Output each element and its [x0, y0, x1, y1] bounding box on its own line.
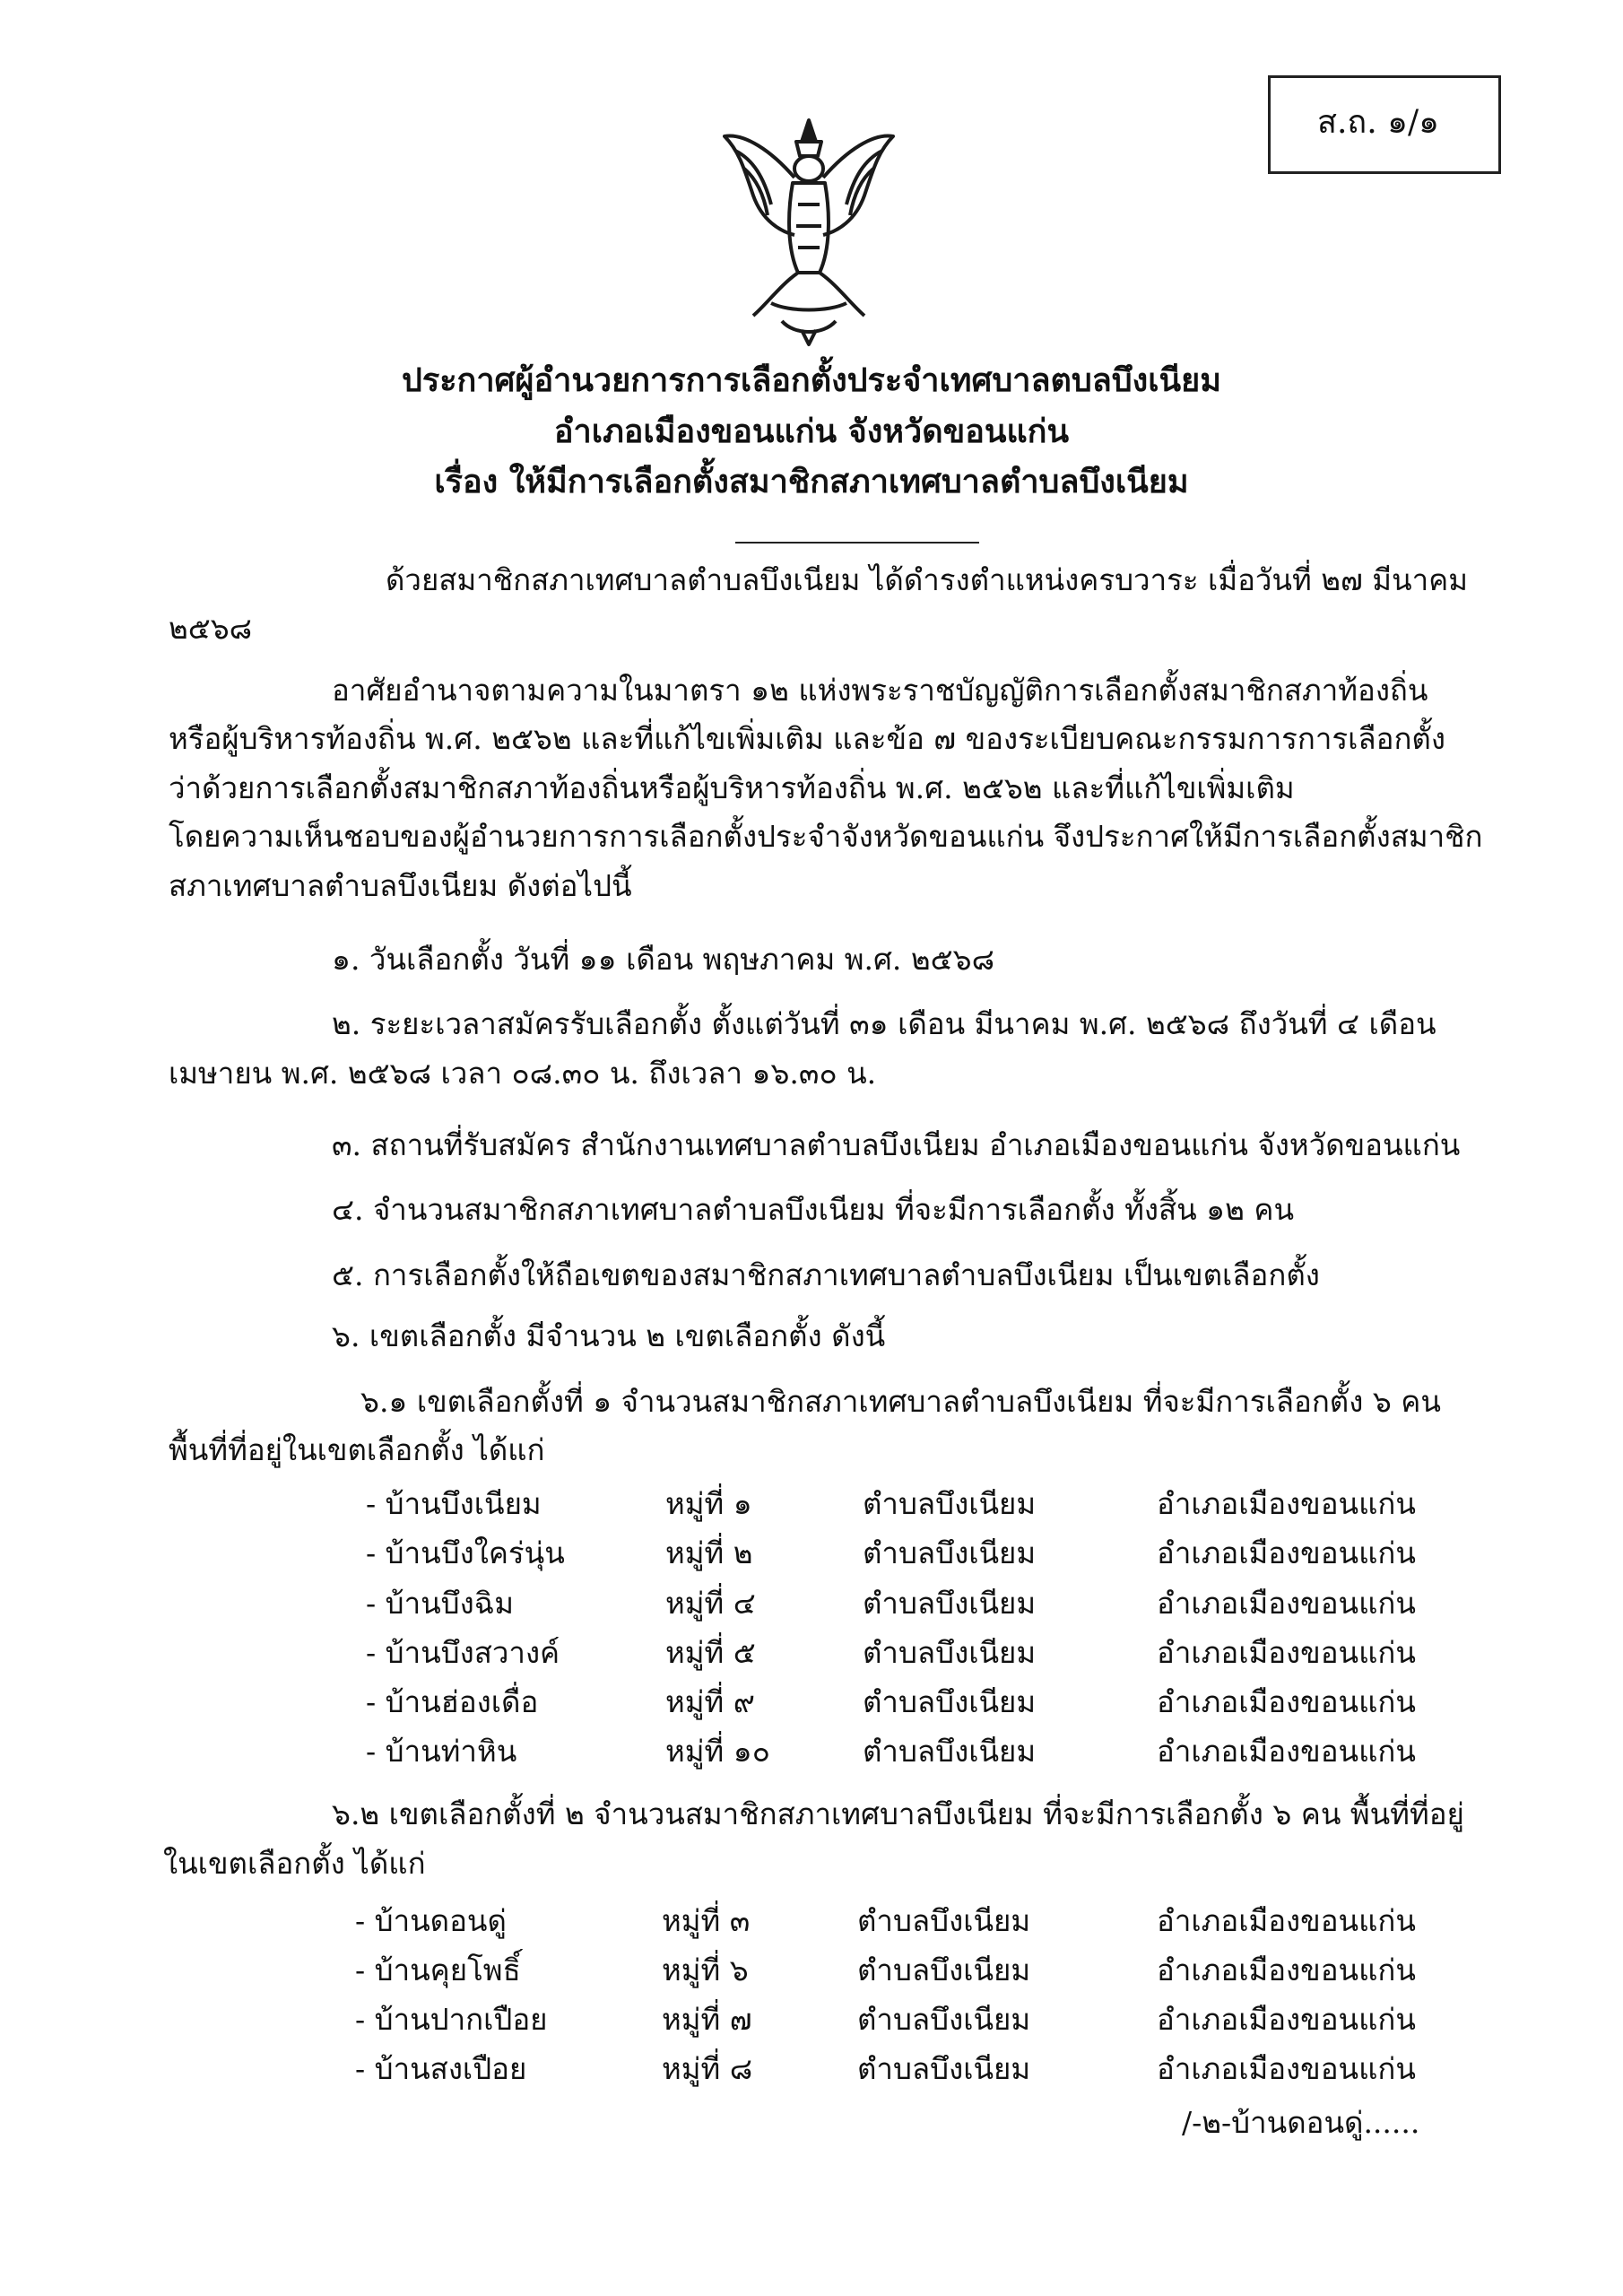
village-amphoe: อำเภอเมืองขอนแก่น [1157, 1586, 1416, 1621]
header-line-2: อำเภอเมืองขอนแก่น จังหวัดขอนแก่น [553, 413, 1070, 450]
village-name: - บ้านดอนดู่ [355, 1903, 507, 1938]
paragraph-2-line-2: หรือผู้บริหารท้องถิ่น พ.ศ. ๒๕๖๒ และที่แก้ไขเพิ่มเติม และข้อ ๗ ของระเบียบคณะกรรมการการเลือกตั้ง [169, 721, 1445, 756]
village-amphoe: อำเภอเมืองขอนแก่น [1157, 1952, 1416, 1987]
village-name: - บ้านบึงเนียม [366, 1486, 542, 1521]
header-line-3: เรื่อง ให้มีการเลือกตั้งสมาชิกสภาเทศบาลตำบลบึงเนียม [434, 463, 1189, 500]
village-tambon: ตำบลบึงเนียม [863, 1586, 1037, 1621]
village-amphoe: อำเภอเมืองขอนแก่น [1157, 1903, 1416, 1938]
village-moo: หมู่ที่ ๒ [665, 1535, 753, 1570]
village-tambon: ตำบลบึงเนียม [863, 1486, 1037, 1521]
paragraph-2-line-4: โดยความเห็นชอบของผู้อำนวยการการเลือกตั้งประจำจังหวัดขอนแก่น จึงประกาศให้มีการเลือกตั้งสมาชิก [169, 819, 1483, 854]
header-divider [735, 542, 979, 544]
item-2-line-1: ๒. ระยะเวลาสมัครรับเลือกตั้ง ตั้งแต่วันที่ ๓๑ เดือน มีนาคม พ.ศ. ๒๕๖๘ ถึงวันที่ ๔ เดือน [332, 1006, 1436, 1041]
item-4: ๔. จำนวนสมาชิกสภาเทศบาลตำบลบึงเนียม ที่จะมีการเลือกตั้ง ทั้งสิ้น ๑๒ คน [332, 1192, 1294, 1227]
village-moo: หมู่ที่ ๘ [662, 2051, 753, 2086]
paragraph-2-line-5: สภาเทศบาลตำบลบึงเนียม ดังต่อไปนี้ [169, 868, 632, 903]
village-name: - บ้านบึงฉิม [366, 1586, 514, 1621]
paragraph-2-line-1: อาศัยอำนาจตามความในมาตรา ๑๒ แห่งพระราชบัญญัติการเลือกตั้งสมาชิกสภาท้องถิ่น [332, 673, 1428, 708]
district-1-intro-line-1: ๖.๑ เขตเลือกตั้งที่ ๑ จำนวนสมาชิกสภาเทศบาลตำบลบึงเนียม ที่จะมีการเลือกตั้ง ๖ คน [360, 1384, 1441, 1419]
village-name: - บ้านปากเปือย [355, 2002, 548, 2037]
village-amphoe: อำเภอเมืองขอนแก่น [1157, 1684, 1416, 1719]
village-amphoe: อำเภอเมืองขอนแก่น [1157, 2051, 1416, 2086]
village-name: - บ้านบึงใคร่นุ่น [366, 1535, 565, 1570]
village-tambon: ตำบลบึงเนียม [857, 1903, 1031, 1938]
item-1: ๑. วันเลือกตั้ง วันที่ ๑๑ เดือน พฤษภาคม พ.ศ. ๒๕๖๘ [332, 942, 995, 977]
village-moo: หมู่ที่ ๙ [665, 1684, 755, 1719]
village-name: - บ้านสงเปือย [355, 2051, 527, 2086]
district-2-intro-line-1: ๖.๒ เขตเลือกตั้งที่ ๒ จำนวนสมาชิกสภาเทศบาลบึงเนียม ที่จะมีการเลือกตั้ง ๖ คน พื้นที่ที่อยู่ [332, 1796, 1464, 1831]
village-tambon: ตำบลบึงเนียม [863, 1684, 1037, 1719]
header-line-1: ประกาศผู้อำนวยการการเลือกตั้งประจำเทศบาลตบลบึงเนียม [402, 361, 1221, 399]
form-code-box [1268, 75, 1501, 174]
village-tambon: ตำบลบึงเนียม [857, 2002, 1031, 2037]
village-name: - บ้านฮ่องเดื่อ [366, 1684, 539, 1719]
district-2-intro-line-2: ในเขตเลือกตั้ง ได้แก่ [163, 1846, 426, 1881]
village-tambon: ตำบลบึงเนียม [863, 1734, 1037, 1769]
garuda-emblem-icon [717, 115, 900, 350]
village-moo: หมู่ที่ ๓ [662, 1903, 751, 1938]
village-tambon: ตำบลบึงเนียม [863, 1635, 1037, 1670]
village-moo: หมู่ที่ ๖ [662, 1952, 749, 1987]
paragraph-1-line-1: ด้วยสมาชิกสภาเทศบาลตำบลบึงเนียม ได้ดำรงตำแหน่งครบวาระ เมื่อวันที่ ๒๗ มีนาคม [386, 562, 1468, 597]
village-name: - บ้านคุยโพธิ์ [355, 1952, 521, 1987]
village-moo: หมู่ที่ ๔ [665, 1586, 756, 1621]
village-tambon: ตำบลบึงเนียม [857, 1952, 1031, 1987]
village-amphoe: อำเภอเมืองขอนแก่น [1157, 1635, 1416, 1670]
village-amphoe: อำเภอเมืองขอนแก่น [1157, 1734, 1416, 1769]
village-tambon: ตำบลบึงเนียม [857, 2051, 1031, 2086]
item-2-line-2: เมษายน พ.ศ. ๒๕๖๘ เวลา ๐๘.๓๐ น. ถึงเวลา ๑๖.๓๐ น. [169, 1056, 877, 1091]
item-6: ๖. เขตเลือกตั้ง มีจำนวน ๒ เขตเลือกตั้ง ดังนี้ [332, 1318, 886, 1353]
village-moo: หมู่ที่ ๕ [665, 1635, 756, 1670]
item-3: ๓. สถานที่รับสมัคร สำนักงานเทศบาลตำบลบึงเนียม อำเภอเมืองขอนแก่น จังหวัดขอนแก่น [332, 1127, 1461, 1162]
village-moo: หมู่ที่ ๗ [662, 2002, 752, 2037]
village-amphoe: อำเภอเมืองขอนแก่น [1157, 2002, 1416, 2037]
form-code: ส.ถ. ๑/๑ [1317, 104, 1439, 141]
paragraph-1-line-2: ๒๕๖๘ [169, 611, 253, 646]
village-amphoe: อำเภอเมืองขอนแก่น [1157, 1486, 1416, 1521]
village-moo: หมู่ที่ ๑ [665, 1486, 752, 1521]
continuation-note: /-๒-บ้านดอนดู่...... [1182, 2105, 1420, 2140]
village-amphoe: อำเภอเมืองขอนแก่น [1157, 1535, 1416, 1570]
village-moo: หมู่ที่ ๑๐ [665, 1734, 770, 1769]
paragraph-2-line-3: ว่าด้วยการเลือกตั้งสมาชิกสภาท้องถิ่นหรือผู้บริหารท้องถิ่น พ.ศ. ๒๕๖๒ และที่แก้ไขเพิ่มเติม [169, 770, 1295, 805]
village-name: - บ้านบึงสวางค์ [366, 1635, 560, 1670]
village-tambon: ตำบลบึงเนียม [863, 1535, 1037, 1570]
village-name: - บ้านท่าหิน [366, 1734, 517, 1769]
item-5: ๕. การเลือกตั้งให้ถือเขตของสมาชิกสภาเทศบาลตำบลบึงเนียม เป็นเขตเลือกตั้ง [332, 1257, 1320, 1292]
district-1-intro-line-2: พื้นที่ที่อยู่ในเขตเลือกตั้ง ได้แก่ [169, 1432, 545, 1467]
